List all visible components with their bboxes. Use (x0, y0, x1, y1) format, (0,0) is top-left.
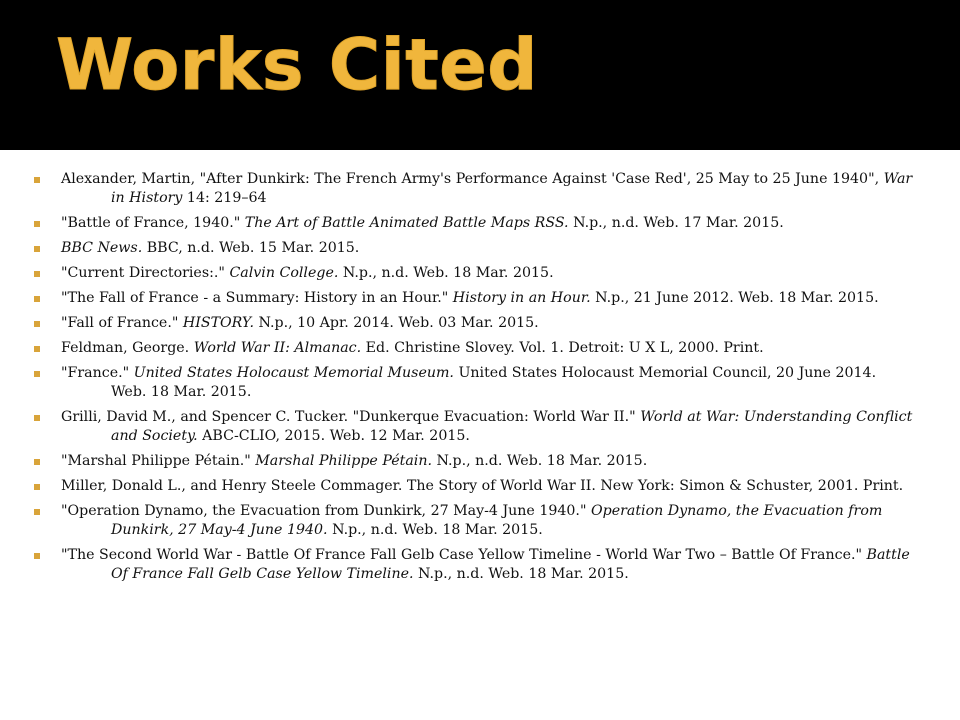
reference-text (61, 408, 914, 446)
reference-italic: History in an Hour. (452, 290, 591, 306)
reference-text (61, 314, 914, 333)
reference-text (61, 264, 914, 283)
square-bullet-icon (34, 553, 40, 559)
reference-item (34, 289, 914, 308)
reference-post: N.p., n.d. Web. 18 Mar. 2015. (413, 566, 629, 582)
reference-item (34, 314, 914, 333)
reference-italic: World at War: Understanding Conflict and Society. (111, 409, 913, 444)
reference-text (61, 214, 914, 233)
references-list (34, 170, 914, 590)
reference-text (61, 339, 914, 358)
square-bullet-icon (34, 459, 40, 465)
reference-post: United States Holocaust Memorial Council, 20 June 2014. Web. 18 Mar. 2015. (111, 365, 877, 400)
reference-pre: "Battle of France, 1940." (61, 215, 245, 231)
square-bullet-icon (34, 246, 40, 252)
reference-item (34, 408, 914, 446)
reference-text (61, 170, 914, 208)
reference-post: N.p., n.d. Web. 18 Mar. 2015. (327, 522, 543, 538)
reference-post: BBC, n.d. Web. 15 Mar. 2015. (142, 240, 360, 256)
reference-post: N.p., 10 Apr. 2014. Web. 03 Mar. 2015. (253, 315, 539, 331)
square-bullet-icon (34, 271, 40, 277)
reference-pre: "Operation Dynamo, the Evacuation from Dunkirk, 27 May-4 June 1940." (61, 503, 591, 519)
reference-italic: Battle Of France Fall Gelb Case Yellow Timeline. (111, 547, 910, 582)
reference-italic: United States Holocaust Memorial Museum. (133, 365, 454, 381)
reference-italic: HISTORY. (182, 315, 254, 331)
square-bullet-icon (34, 415, 40, 421)
reference-pre: "Marshal Philippe Pétain." (61, 453, 256, 469)
reference-text (61, 289, 914, 308)
square-bullet-icon (34, 296, 40, 302)
reference-italic: Calvin College. (229, 265, 339, 281)
reference-pre: "Fall of France." (61, 315, 183, 331)
reference-item (34, 546, 914, 584)
reference-post: ABC-CLIO, 2015. Web. 12 Mar. 2015. (197, 428, 470, 444)
reference-item (34, 502, 914, 540)
reference-item (34, 477, 914, 496)
square-bullet-icon (34, 177, 40, 183)
square-bullet-icon (34, 321, 40, 327)
reference-pre: Grilli, David M., and Spencer C. Tucker. "Dunkerque Evacuation: World War II." (61, 409, 641, 425)
reference-italic: Operation Dynamo, the Evacuation from Dunkirk, 27 May-4 June 1940. (111, 503, 883, 538)
reference-text (61, 477, 914, 496)
square-bullet-icon (34, 484, 40, 490)
square-bullet-icon (34, 371, 40, 377)
reference-text (61, 239, 914, 258)
reference-pre: Feldman, George. (61, 340, 194, 356)
reference-item (34, 214, 914, 233)
square-bullet-icon (34, 346, 40, 352)
reference-pre: Miller, Donald L., and Henry Steele Commager. The Story of World War II. New York: Simon & Schuster, 2001. Print. (61, 478, 904, 494)
reference-post: Ed. Christine Slovey. Vol. 1. Detroit: U X L, 2000. Print. (361, 340, 764, 356)
reference-item (34, 452, 914, 471)
reference-pre: "The Second World War - Battle Of France Fall Gelb Case Yellow Timeline - World War Two – Battle Of France." (61, 547, 867, 563)
reference-italic: The Art of Battle Animated Battle Maps RSS. (244, 215, 569, 231)
title-divider (0, 150, 960, 153)
reference-italic: War in History (111, 171, 913, 206)
reference-post: N.p., n.d. Web. 17 Mar. 2015. (568, 215, 784, 231)
reference-text (61, 546, 914, 584)
reference-post: N.p., 21 June 2012. Web. 18 Mar. 2015. (590, 290, 879, 306)
square-bullet-icon (34, 509, 40, 515)
reference-item (34, 239, 914, 258)
title-band (0, 0, 960, 150)
reference-pre: "France." (61, 365, 134, 381)
reference-pre: "Current Directories:." (61, 265, 230, 281)
reference-pre: Alexander, Martin, "After Dunkirk: The French Army's Performance Against 'Case Red', 25 May to 25 June 1940", (61, 171, 884, 187)
reference-item (34, 339, 914, 358)
reference-italic: BBC News. (61, 240, 143, 256)
reference-item (34, 264, 914, 283)
reference-post: N.p., n.d. Web. 18 Mar. 2015. (338, 265, 554, 281)
reference-item (34, 170, 914, 208)
reference-post: N.p., n.d. Web. 18 Mar. 2015. (432, 453, 648, 469)
reference-italic: Marshal Philippe Pétain. (255, 453, 432, 469)
reference-italic: World War II: Almanac. (193, 340, 362, 356)
reference-post: 14: 219–64 (182, 190, 267, 206)
slide-title: Works Cited (56, 24, 538, 106)
reference-pre: "The Fall of France - a Summary: History in an Hour." (61, 290, 453, 306)
reference-text (61, 452, 914, 471)
reference-item (34, 364, 914, 402)
reference-text (61, 502, 914, 540)
reference-text (61, 364, 914, 402)
square-bullet-icon (34, 221, 40, 227)
